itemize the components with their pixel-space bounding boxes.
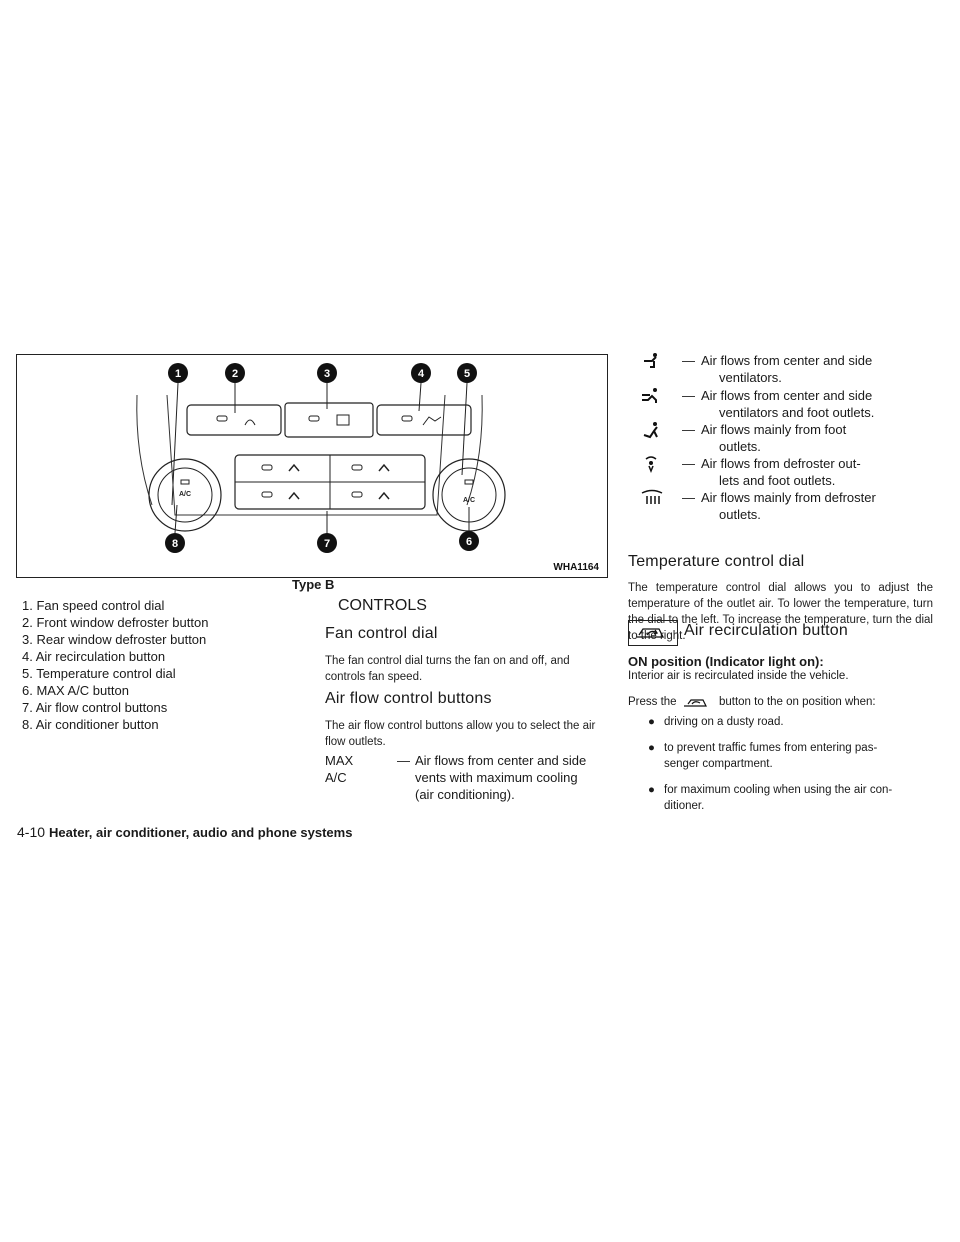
recirculation-button <box>377 405 471 435</box>
fan-control-text: The fan control dial turns the fan on and off, and controls fan speed. <box>325 655 570 683</box>
desc-line: Air flows from center and side <box>701 388 873 403</box>
bullet-dot-icon: ● <box>648 784 655 796</box>
svg-text:3: 3 <box>323 368 331 380</box>
press-text-before: Press the <box>628 696 677 708</box>
bilevel-mode-icon <box>640 387 664 405</box>
svg-text:1: 1 <box>174 368 182 380</box>
page-number: 4-10 <box>17 824 46 840</box>
figure-legend <box>22 597 208 733</box>
desc-line: vents with maximum cooling <box>415 770 578 785</box>
bullet-line: senger compartment. <box>664 758 773 770</box>
press-instruction <box>628 694 876 710</box>
desc-line: outlets. <box>719 439 761 454</box>
controls-heading: CONTROLS <box>338 597 427 614</box>
max-ac-term <box>325 752 385 786</box>
desc-line: Air flows from center and side <box>415 753 587 768</box>
bullet-line: to prevent traffic fumes from entering pas- <box>664 742 878 754</box>
rear-defroster-button <box>285 403 373 437</box>
callout-8 <box>165 533 185 553</box>
desc-line: (air conditioning). <box>415 787 515 802</box>
airflow-text: The air flow control buttons allow you to select the air flow outlets. <box>325 720 596 748</box>
on-position-heading: ON position (Indicator light on): <box>628 654 824 669</box>
recirculation-heading: Air recirculation button <box>684 622 848 639</box>
desc-line: Air flows from defroster out- <box>701 456 861 471</box>
temperature-heading: Temperature control dial <box>628 553 805 570</box>
legend-item: 5. Temperature control dial <box>22 666 176 681</box>
desc-line: outlets. <box>719 507 761 522</box>
desc-line: Air flows mainly from defroster <box>701 490 876 505</box>
section-title: Heater, air conditioner, audio and phone systems <box>49 825 353 840</box>
dash: — <box>682 490 695 505</box>
bullet-dot-icon: ● <box>648 742 655 754</box>
legend-item: 7. Air flow control buttons <box>22 700 168 715</box>
max-ac-description <box>415 752 620 803</box>
callout-4 <box>411 363 431 383</box>
bullet-line: driving on a dusty road. <box>664 716 784 728</box>
svg-text:7: 7 <box>323 538 331 550</box>
bullet-dot-icon: ● <box>648 716 655 728</box>
figure-caption: Type B <box>292 577 335 592</box>
legend-item: 2. Front window defroster button <box>22 615 209 630</box>
bullet-line: ditioner. <box>664 800 705 812</box>
mode-description <box>701 387 941 421</box>
right-knob-label: A/C <box>462 497 476 504</box>
callout-2 <box>225 363 245 383</box>
desc-line: Air flows mainly from foot <box>701 422 847 437</box>
recirculation-icon <box>628 620 678 646</box>
vent-mode-icon <box>640 352 664 370</box>
desc-line: ventilators and foot outlets. <box>719 405 875 420</box>
svg-text:4: 4 <box>417 368 425 380</box>
airflow-heading: Air flow control buttons <box>325 690 492 707</box>
temperature-text: The temperature control dial allows you to adjust the temperature of the outlet air. To lower the temperature, turn the dial to the left. To increase the temperature, turn the dial to the right. <box>628 582 933 642</box>
desc-line: ventilators. <box>719 370 782 385</box>
foot-mode-icon <box>640 421 664 439</box>
mode-description <box>701 489 941 523</box>
callout-7 <box>317 533 337 553</box>
legend-item: 6. MAX A/C button <box>22 683 129 698</box>
legend-item: 8. Air conditioner button <box>22 717 159 732</box>
mode-description <box>701 421 941 455</box>
control-panel-figure <box>16 354 608 578</box>
recirculation-inline-icon <box>680 695 716 709</box>
dash: — <box>682 456 695 471</box>
svg-text:2: 2 <box>231 368 239 380</box>
mode-description <box>701 455 941 489</box>
dash: — <box>682 353 695 368</box>
on-position-text: Interior air is recirculated inside the vehicle. <box>628 670 849 682</box>
mode-description <box>701 352 941 386</box>
figure-code: WHA1164 <box>553 562 599 573</box>
bullet-line: for maximum cooling when using the air con- <box>664 784 893 796</box>
legend-item: 1. Fan speed control dial <box>22 598 165 613</box>
left-knob-label: A/C <box>178 491 192 498</box>
legend-item: 4. Air recirculation button <box>22 649 166 664</box>
dash: — <box>682 422 695 437</box>
max-term-line: A/C <box>325 770 347 785</box>
svg-text:5: 5 <box>463 368 471 380</box>
dash: — <box>682 388 695 403</box>
svg-text:8: 8 <box>171 538 179 550</box>
dash: — <box>397 753 410 768</box>
defrost-mode-icon <box>640 489 664 507</box>
max-term-line: MAX <box>325 753 354 768</box>
control-panel-illustration <box>17 355 607 577</box>
foot-defrost-mode-icon <box>640 455 664 473</box>
callout-5 <box>457 363 477 383</box>
press-text-after: button to the on position when: <box>718 696 876 708</box>
callout-1 <box>168 363 188 383</box>
page-footer <box>17 824 352 840</box>
desc-line: lets and foot outlets. <box>719 473 836 488</box>
legend-item: 3. Rear window defroster button <box>22 632 207 647</box>
callout-6 <box>459 531 479 551</box>
callout-3 <box>317 363 337 383</box>
front-defroster-button <box>187 405 281 435</box>
svg-text:6: 6 <box>465 536 473 548</box>
desc-line: Air flows from center and side <box>701 353 873 368</box>
fan-control-heading: Fan control dial <box>325 625 438 642</box>
